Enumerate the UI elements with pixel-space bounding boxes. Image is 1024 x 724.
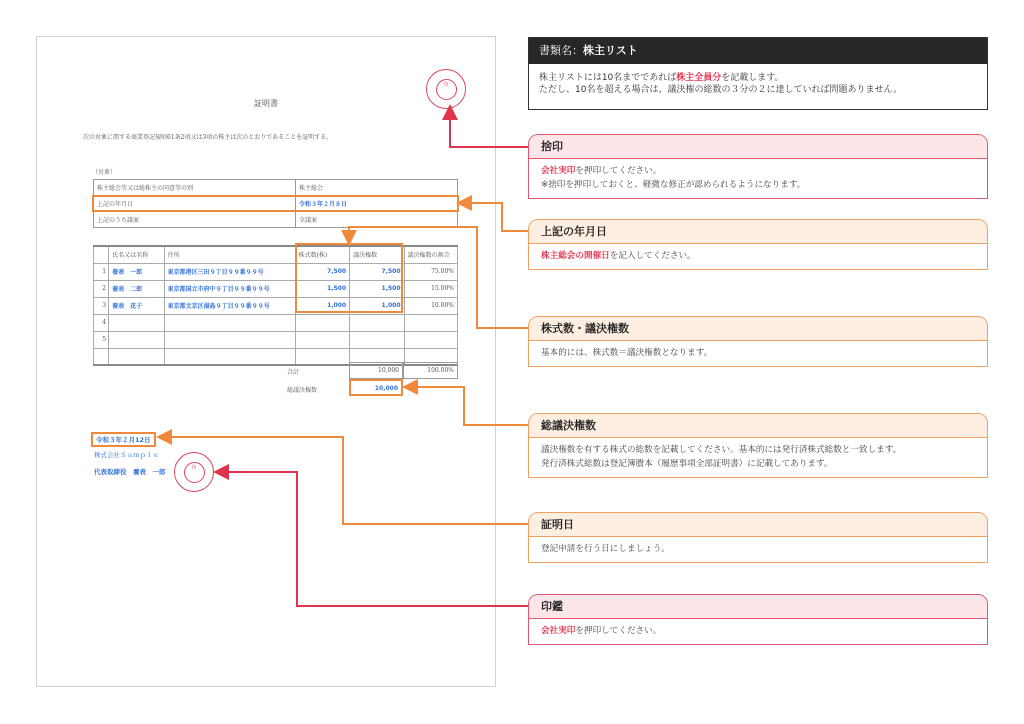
row-no: 5 [94,331,109,348]
document-name-header [529,38,987,64]
row-shares: 7,500 [295,263,349,280]
callout-title: 印鑑 [529,595,987,619]
row-no: 3 [94,297,109,314]
target-row-label: 株主総会等又は総株主の同意等の別 [94,180,296,196]
emphasis-text: 会社実印 [541,626,576,636]
total-votes: 10,000 [349,362,403,379]
document-intro: 次の対象に関する商業登記規則61条2項又は3項の株主は次のとおりであることを証明する。 [83,134,333,141]
row-votes: 1,500 [350,280,404,297]
callout-body [529,438,987,477]
body-text: を記入してください。 [609,251,696,261]
document-name-title: 株主リスト [583,44,638,57]
body-text: 議決権数を有する株式の総数を記載してください。基本的には発行済株式総数と一致します。 [541,445,902,455]
body-text: ※捨印を押印しておくと、軽微な修正が認められるようになります。 [541,180,806,190]
row-name: 養表 一郎 [109,263,164,280]
emphasis-text: 株主総会の開催日 [541,251,610,261]
callout-title: 証明日 [529,513,987,537]
row-ratio: 10.00% [404,297,457,314]
row-shares: 1,000 [295,297,349,314]
callout-body [529,244,987,269]
target-label: （対象） [92,169,117,176]
header-shares: 株式数(株) [295,246,349,263]
target-row-label: 上記のうち議案 [94,212,296,228]
total-voting-label: 総議決権数 [287,387,318,394]
row-shares: 1,500 [295,280,349,297]
callout-body: 登記申請を行う日にしましょう。 [541,544,670,554]
row-no: 4 [94,314,109,331]
target-row-value: 株主総会 [296,180,458,196]
document-name-body [529,64,987,104]
emphasis-text: 会社実印 [541,166,576,176]
callout-total-votes [528,413,988,478]
row-no: 1 [94,263,109,280]
row-address: 東京都港区三田９丁目９９番９９号 [164,263,295,280]
row-ratio: 75.00% [404,263,457,280]
callout-body: 基本的には、株式数＝議決権数となります。 [541,348,713,358]
row-votes: 7,500 [350,263,404,280]
stamp-label: 印 [191,465,197,471]
meeting-date-value: 令和３年２月８日 [296,196,458,212]
row-name: 養表 二郎 [109,280,164,297]
callout-title: 総議決権数 [529,414,987,438]
callout-meeting-date [528,219,988,270]
total-voting-value: 10,000 [349,379,403,396]
callout-title: 上記の年月日 [529,220,987,244]
row-address: 東京都文京区湯島９丁目９９番９９号 [164,297,295,314]
header-name: 氏名又は名称 [109,246,164,263]
target-row-value: 全議案 [296,212,458,228]
callout-body [529,159,987,198]
callout-body [529,619,987,644]
callout-title: 捨印 [529,135,987,159]
body-text: を押印してください。 [575,626,662,636]
stamp-label: 印 [443,82,449,88]
row-address: 東京都国立市府中９丁目９９番９９号 [164,280,295,297]
body-text: を押印してください。 [575,166,662,176]
target-row-label: 上記の年月日 [94,196,296,212]
header-ratio: 議決権数の割合 [404,246,457,263]
document-name-prefix: 書類名： [539,44,583,57]
row-no: 2 [94,280,109,297]
callout-shares-votes [528,316,988,367]
callout-seal [528,594,988,645]
emphasis-text: 株主全員分 [676,73,722,83]
body-text: 発行済株式総数は登記簿謄本（履歴事項全部証明書）に記載してあります。 [541,459,833,469]
company-name: 株式会社Ｓａｍｐｌｅ [94,451,159,459]
row-votes: 1,000 [350,297,404,314]
total-label: 合計 [287,369,300,376]
certification-date: 令和３年２月12日 [91,432,156,447]
representative: 代表取締役 養表 一郎 [94,468,166,476]
callout-cert-date [528,512,988,563]
document-name-box [528,37,988,110]
header-votes: 議決権数 [350,246,404,263]
row-name: 養表 花子 [109,297,164,314]
body-text: を記載します。 [721,73,784,83]
header-address: 住所 [164,246,295,263]
total-ratio: 100.00% [403,362,458,379]
document-title: 証明書 [254,99,278,108]
body-text: 株主リストには10名までであれば [539,73,677,83]
callout-title: 株式数・議決権数 [529,317,987,341]
body-text: ただし、10名を超える場合は、議決権の総数の３分の２に達していれば問題ありません。 [539,85,902,95]
callout-sute-in [528,134,988,199]
row-ratio: 15.00% [404,280,457,297]
